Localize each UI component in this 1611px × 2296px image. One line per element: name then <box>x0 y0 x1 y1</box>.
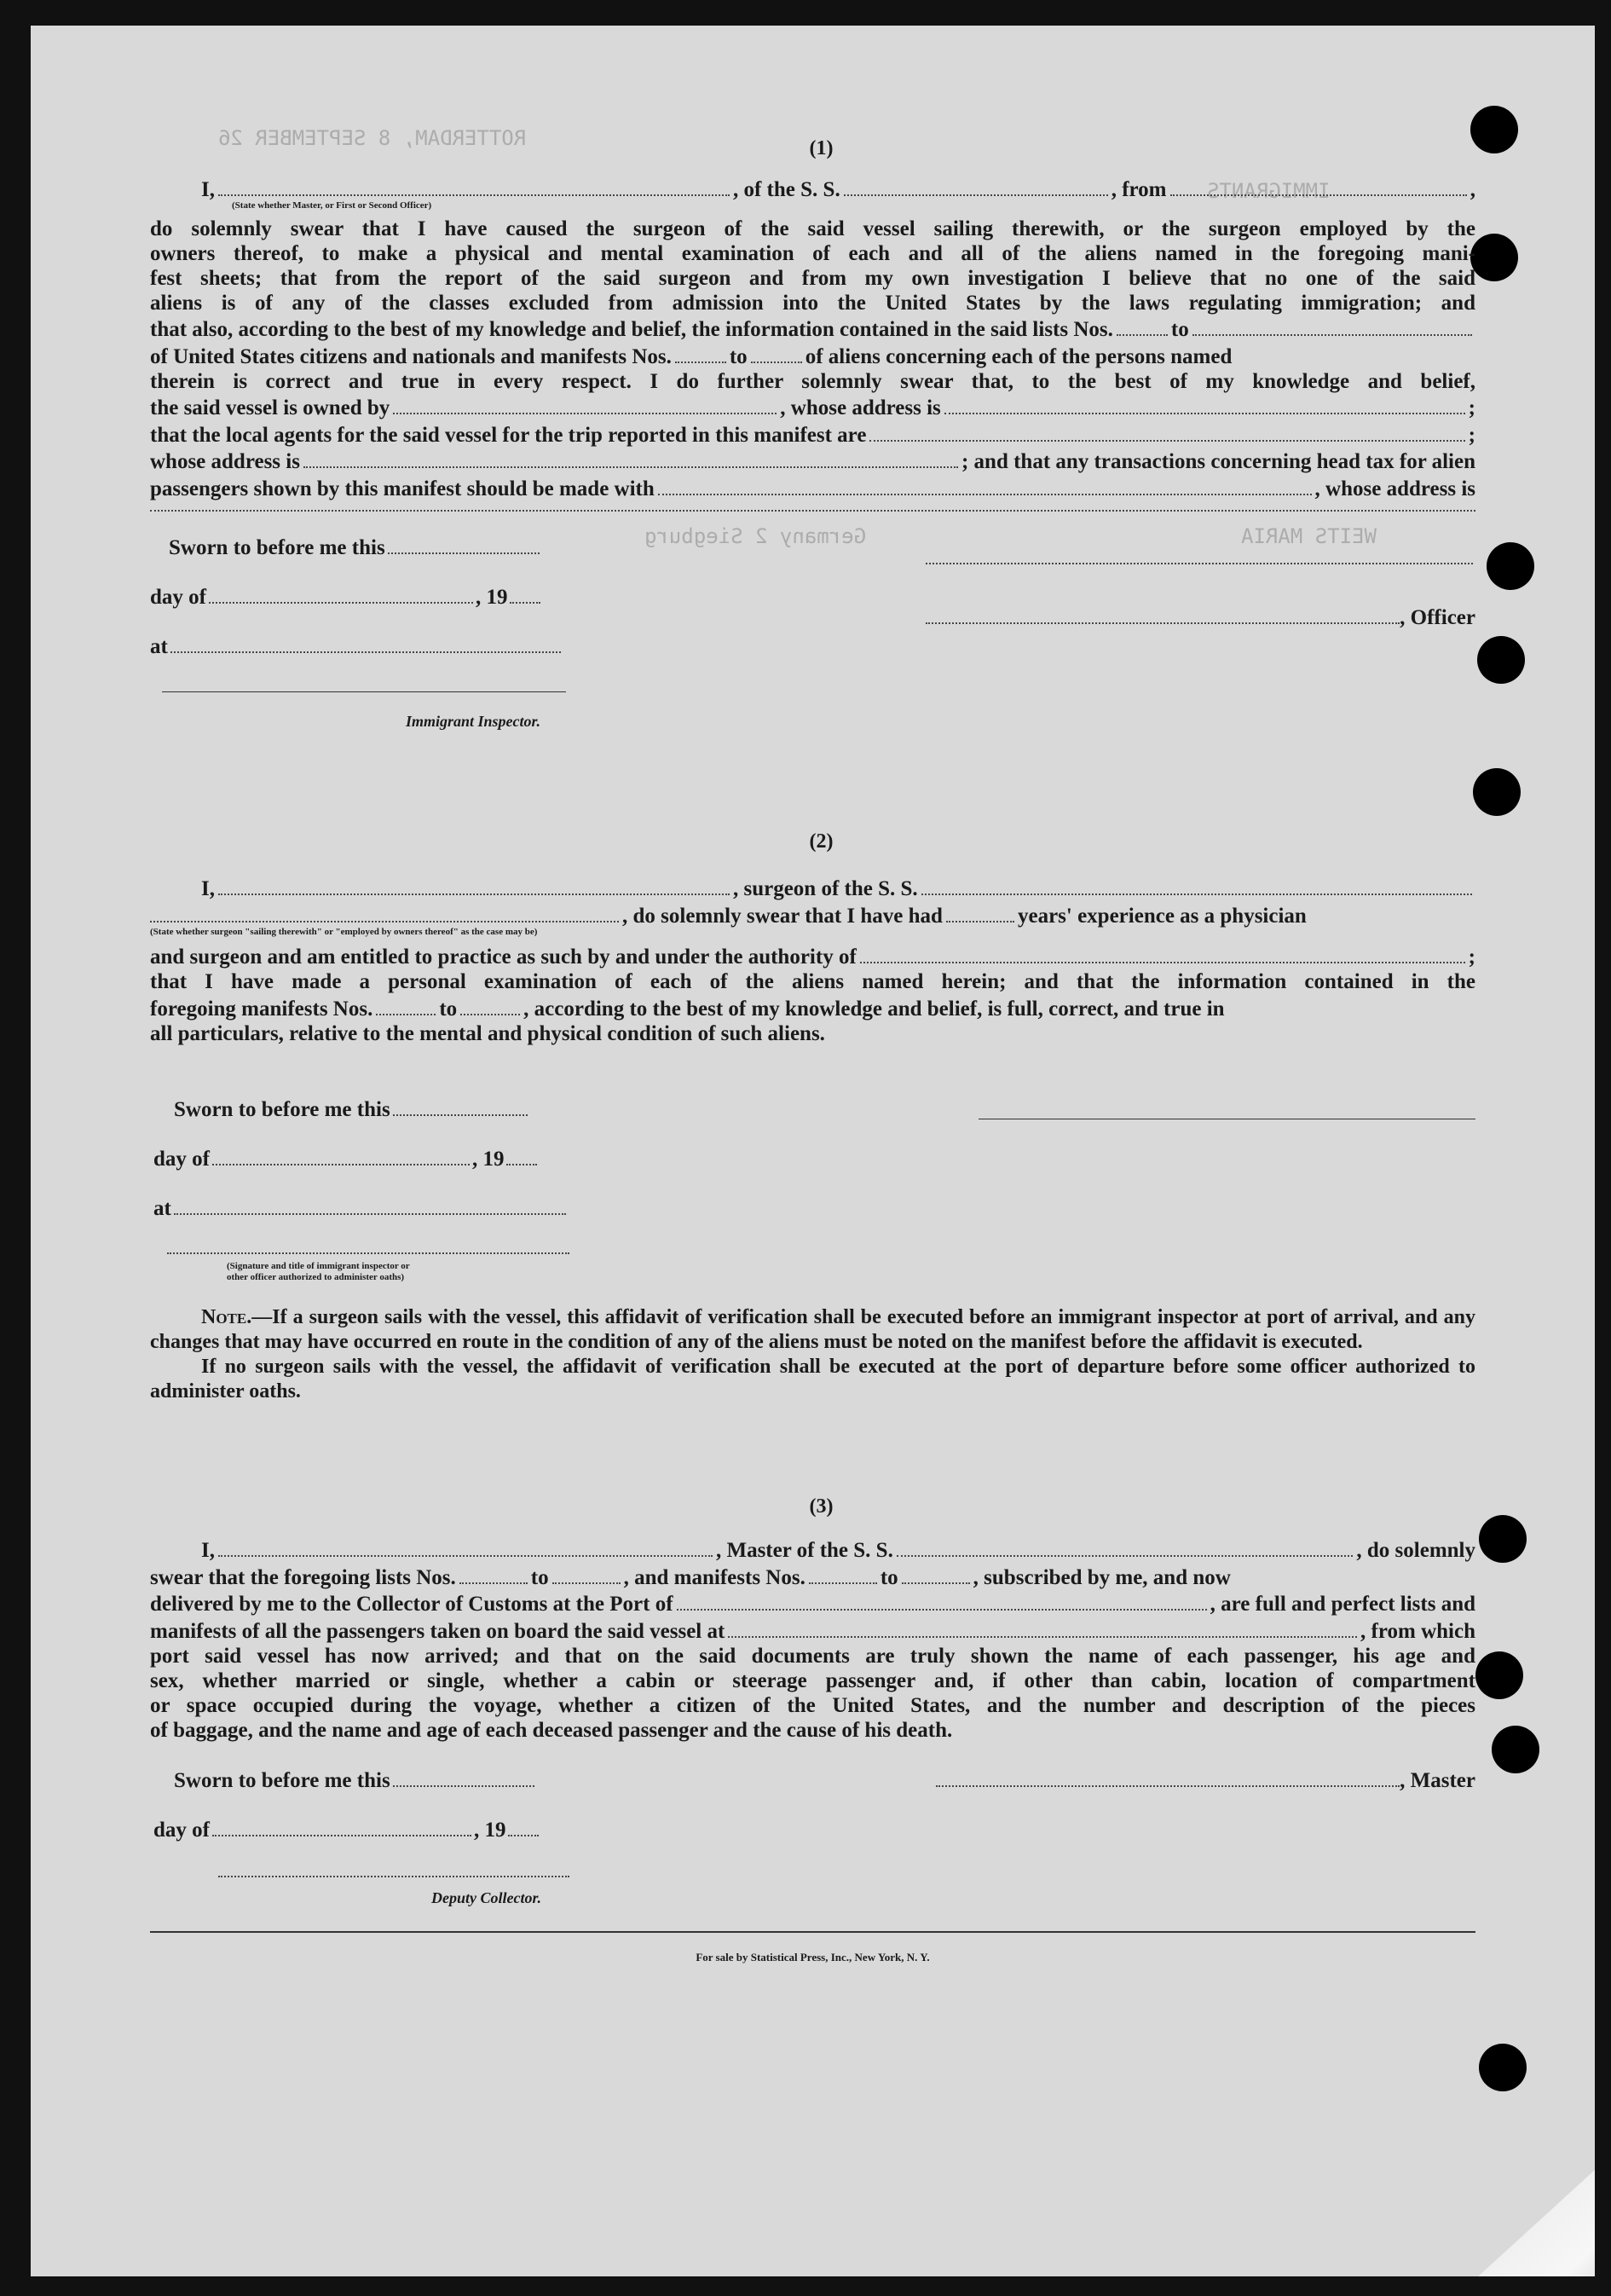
section-1-body <box>150 217 1475 512</box>
section-2-line-6: all particulars, relative to the mental and physical condition of such aliens. <box>150 1021 825 1045</box>
surgeon-status-note: (State whether surgeon "sailing therewith" or "employed by owners thereof" as the case may be) <box>150 926 538 937</box>
lists-to-blank[interactable] <box>1192 315 1472 337</box>
deputy-collector-caption: Deputy Collector. <box>431 1888 541 1906</box>
surgeon-status-blank[interactable] <box>150 901 619 922</box>
footer-rule <box>150 1931 1475 1933</box>
body-line: therein is correct and true in every respect. I do further solemnly swear that, to the best of my knowledge and belief, <box>150 369 1475 393</box>
section-3-number: (3) <box>809 1495 834 1518</box>
section-2-line-5: foregoing manifests Nos. to , according to the best of my knowledge and belief, is full, correct, and true in <box>150 994 1475 1021</box>
immigrant-inspector-caption: Immigrant Inspector. <box>406 712 541 730</box>
punch-hole <box>1470 106 1518 153</box>
surgeon-vessel-blank[interactable] <box>921 875 1472 896</box>
punch-hole <box>1477 636 1525 684</box>
authority-blank[interactable] <box>860 943 1465 964</box>
officer-signature-blank[interactable] <box>926 604 1400 625</box>
master-label: , Master <box>1400 1769 1475 1792</box>
section-1-number: (1) <box>809 137 834 159</box>
section-3-line-3: delivered by me to the Collector of Customs at the Port of , are full and perfect lists and <box>150 1590 1475 1617</box>
i-label: I, <box>201 177 215 201</box>
punch-hole <box>1479 2044 1527 2091</box>
manifests-from-blank[interactable] <box>675 342 726 363</box>
sworn-blank[interactable] <box>393 1767 534 1788</box>
master-lists-from-blank[interactable] <box>459 1563 528 1584</box>
year-blank[interactable] <box>510 583 540 604</box>
section-2-line-1: I, , surgeon of the S. S. <box>150 875 1475 902</box>
body-line: that also, according to the best of my knowledge and belief, the information contained in the said lists Nos. to <box>150 315 1475 343</box>
section-3-signature-block: Sworn to before me this , Master day of , 19 <box>150 1743 1475 1871</box>
page-curl <box>1429 2127 1595 2276</box>
vessel-name-blank[interactable] <box>844 175 1108 196</box>
year-label: , 19 <box>475 586 508 609</box>
surgeon-signature-line[interactable] <box>979 1118 1475 1119</box>
deputy-collector-signature-blank[interactable] <box>218 1871 569 1877</box>
officer-signature-line-1[interactable] <box>926 544 1473 565</box>
punch-hole <box>1487 542 1534 590</box>
surgeon-name-blank[interactable] <box>218 875 730 896</box>
punch-hole <box>1479 1515 1527 1563</box>
surgeon-manifests-from-blank[interactable] <box>376 994 436 1015</box>
address-continuation-blank[interactable] <box>150 505 1475 512</box>
section-3-line-4: manifests of all the passengers taken on board the said vessel at , from which <box>150 1616 1475 1644</box>
bleed-through-text: Germany 2 Siegburg <box>644 524 867 548</box>
officer-name-blank[interactable] <box>218 175 730 196</box>
bleed-through-text: ROTTERDAM, 8 SEPTEMBER 26 <box>218 126 527 150</box>
document-page <box>31 26 1595 2276</box>
sworn-blank[interactable] <box>388 534 540 555</box>
section-1-signature-block <box>150 512 1475 708</box>
section-2-line-3: and surgeon and am entitled to practice as such by and under the authority of ; <box>150 943 1475 970</box>
officer-label: , Officer <box>1400 606 1475 629</box>
section-2-signature-block: Sworn to before me this day of , 19 at <box>150 1046 1475 1225</box>
manifests-to-blank[interactable] <box>751 342 802 363</box>
body-line: the said vessel is owned by , whose address is ; <box>150 394 1475 421</box>
local-agents-blank[interactable] <box>869 420 1464 442</box>
sworn-label: Sworn to before me this <box>169 536 385 559</box>
body-line: do solemnly swear that I have caused the surgeon of the said vessel sailing therewith, or the surgeon employed by the <box>150 217 1475 240</box>
agents-address-blank[interactable] <box>303 448 958 469</box>
master-lists-to-blank[interactable] <box>552 1563 621 1584</box>
day-blank[interactable] <box>209 583 473 604</box>
signature-note-2: other officer authorized to administer oaths) <box>227 1271 405 1282</box>
note-label: Note. <box>201 1305 252 1328</box>
master-name-blank[interactable] <box>218 1536 713 1558</box>
owner-blank[interactable] <box>393 394 777 415</box>
head-tax-party-blank[interactable] <box>658 474 1312 495</box>
section-2-line-4: that I have made a personal examination of each of the aliens named herein; and that the information contained in the <box>150 970 1475 993</box>
note-paragraph-2: If no surgeon sails with the vessel, the affidavit of verification shall be executed at the port of departure before some officer authorized to administer oaths. <box>150 1355 1475 1402</box>
section-3-body-line: port said vessel has now arrived; and that on the said documents are truly shown the name of each passenger, his age and <box>150 1644 1475 1668</box>
body-line: fest sheets; that from the report of the said surgeon and from my own investigation I believe that no one of the said <box>150 266 1475 290</box>
affidavit-content <box>150 136 1475 1969</box>
master-manifests-to-blank[interactable] <box>902 1563 970 1584</box>
punch-hole <box>1475 1651 1523 1699</box>
day-blank[interactable] <box>212 1816 471 1837</box>
section-3-body-line: or space occupied during the voyage, whether a citizen of the United States, and the number and description of the pieces <box>150 1693 1475 1717</box>
master-manifests-from-blank[interactable] <box>809 1563 877 1584</box>
rank-note: (State whether Master, or First or Second Officer) <box>232 200 432 211</box>
section-3-body-line: sex, whether married or single, whether a cabin or steerage passenger and, if other than cabin, location of compartment <box>150 1669 1475 1692</box>
years-experience-blank[interactable] <box>946 901 1014 922</box>
from-label: , from <box>1111 177 1167 201</box>
master-signature-blank[interactable] <box>936 1767 1400 1788</box>
section-3-line-2: swear that the foregoing lists Nos. to , and manifests Nos. to , subscribed by me, and now <box>150 1563 1475 1590</box>
at-blank[interactable] <box>170 633 561 654</box>
body-line: that the local agents for the said vessel for the trip reported in this manifest are ; <box>150 420 1475 448</box>
signature-note-1: (Signature and title of immigrant inspector or <box>227 1260 410 1271</box>
section-2-line-2: , do solemnly swear that I have had years' experience as a physician <box>150 901 1475 928</box>
body-line: passengers shown by this manifest should be made with , whose address is <box>150 474 1475 501</box>
section-3-body-line: of baggage, and the name and age of each deceased passenger and the cause of his death. <box>150 1718 953 1742</box>
section-2-number: (2) <box>809 830 834 853</box>
sworn-blank[interactable] <box>393 1096 528 1117</box>
year-blank[interactable] <box>506 1145 537 1166</box>
body-line: whose address is ; and that any transactions concerning head tax for alien <box>150 448 1475 475</box>
bleed-through-text: WEITS MARIA <box>1241 524 1377 548</box>
section-1-line-1: I, , of the S. S. , from , <box>150 175 1475 202</box>
section-3-line-1: I, , Master of the S. S. , do solemnly <box>150 1536 1475 1564</box>
at-blank[interactable] <box>174 1194 566 1216</box>
from-port-blank[interactable] <box>1170 175 1467 196</box>
body-line: owners thereof, to make a physical and mental examination of each and all of the aliens named in the foregoing mani- <box>150 241 1475 265</box>
bleed-through-text: IMMIGRANTS <box>1207 179 1331 203</box>
official-signature-blank[interactable] <box>167 1247 569 1254</box>
at-label: at <box>150 635 168 658</box>
customs-port-blank[interactable] <box>677 1590 1207 1611</box>
owner-address-blank[interactable] <box>944 394 1465 415</box>
body-line: aliens is of any of the classes excluded from admission into the United States by the laws regulating immigration; and <box>150 291 1475 315</box>
boarding-port-blank[interactable] <box>728 1616 1357 1638</box>
punch-hole <box>1470 234 1518 281</box>
day-of-label: day of <box>150 586 206 609</box>
day-blank[interactable] <box>212 1145 470 1166</box>
year-blank[interactable] <box>508 1816 539 1837</box>
master-vessel-blank[interactable] <box>897 1536 1354 1558</box>
punch-hole <box>1492 1726 1539 1773</box>
note-paragraph-1: Note.—If a surgeon sails with the vessel, this affidavit of verification shall be executed before an immigrant inspector at port of arrival, and any changes that may have occurred en route in the condition of any of the aliens must be noted on the manifest before the affidavit is executed. <box>150 1305 1475 1353</box>
body-line: of United States citizens and nationals and manifests Nos. to of aliens concerning each of the persons named <box>150 342 1475 369</box>
punch-hole <box>1473 768 1521 816</box>
lists-from-blank[interactable] <box>1117 315 1168 337</box>
inspector-signature-line[interactable] <box>162 691 566 692</box>
surgeon-manifests-to-blank[interactable] <box>460 994 520 1015</box>
printer-footer: For sale by Statistical Press, Inc., New York, N. Y. <box>696 1950 930 1963</box>
of-ss-label: , of the S. S. <box>732 177 840 201</box>
